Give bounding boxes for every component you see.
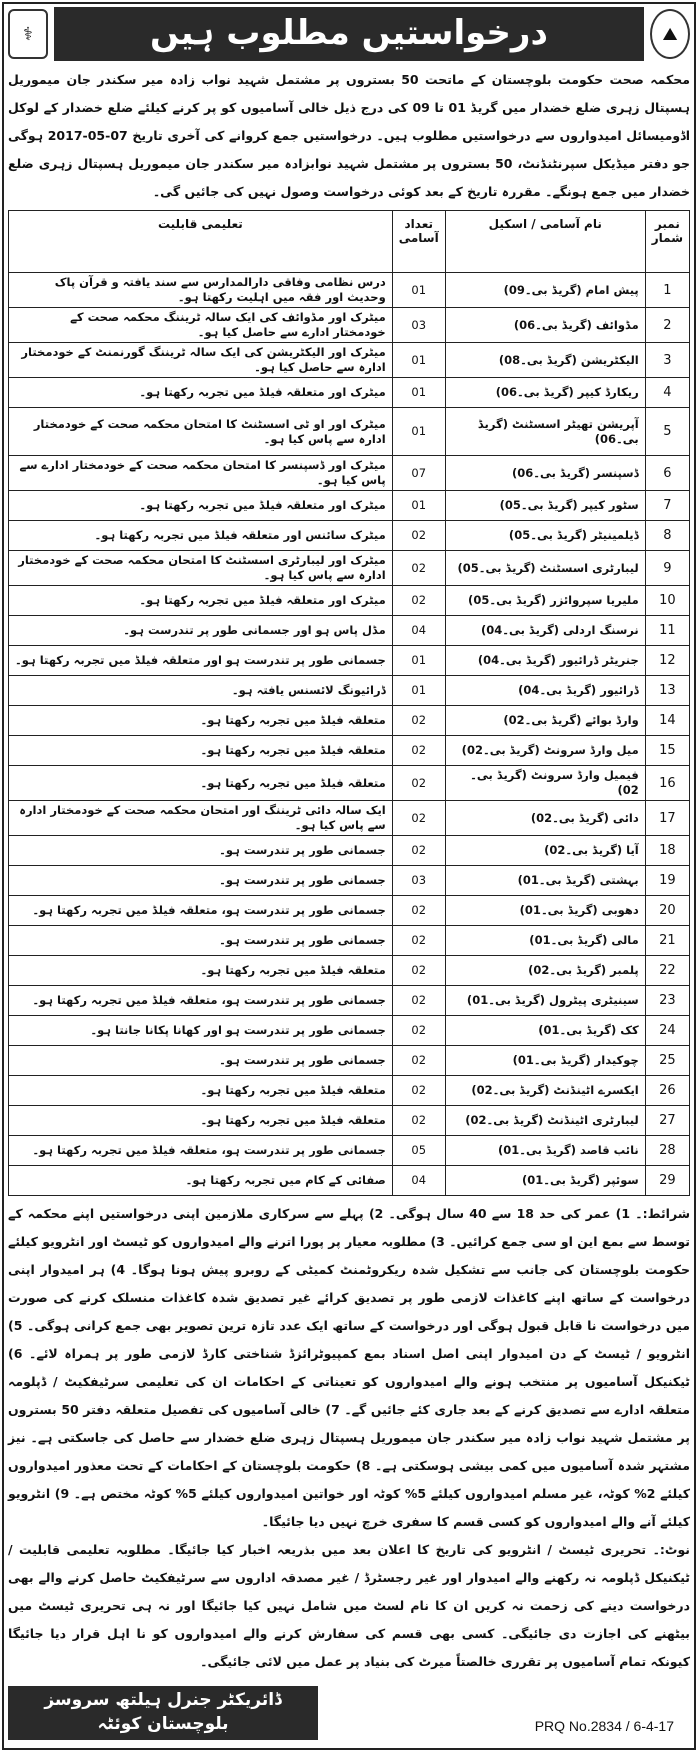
row-number: 24 — [645, 1016, 689, 1046]
row-number: 8 — [645, 521, 689, 551]
post-name: ڈرائیور (گریڈ بی۔04) — [445, 676, 645, 706]
post-name: چوکیدار (گریڈ بی۔01) — [445, 1046, 645, 1076]
row-number: 17 — [645, 801, 689, 836]
table-row — [9, 1046, 690, 1076]
row-number: 10 — [645, 586, 689, 616]
post-name: دھوبی (گریڈ بی۔01) — [445, 896, 645, 926]
post-name: نائب قاصد (گریڈ بی۔01) — [445, 1136, 645, 1166]
qualification: میٹرک اور متعلقہ فیلڈ میں تجربہ رکھتا ہو۔ — [9, 586, 393, 616]
row-number: 18 — [645, 836, 689, 866]
row-number: 29 — [645, 1166, 689, 1196]
ad-frame — [2, 2, 696, 1750]
post-count: 02 — [392, 521, 445, 551]
health-department-logo-icon: ⚕ — [8, 9, 48, 59]
post-count: 02 — [392, 986, 445, 1016]
table-row — [9, 616, 690, 646]
ad-header — [8, 6, 690, 62]
post-count: 05 — [392, 1136, 445, 1166]
post-name: لیبارٹری اسسٹنٹ (گریڈ بی۔05) — [445, 551, 645, 586]
table-row — [9, 836, 690, 866]
post-name: سوئپر (گریڈ بی۔01) — [445, 1166, 645, 1196]
row-number: 23 — [645, 986, 689, 1016]
signature-block — [8, 1686, 318, 1740]
government-seal-icon: ⛰ — [650, 9, 690, 59]
post-name: نرسنگ اردلی (گریڈ بی۔04) — [445, 616, 645, 646]
row-number: 1 — [645, 273, 689, 308]
row-number: 28 — [645, 1136, 689, 1166]
ad-title: درخواستیں مطلوب ہیں — [54, 7, 644, 61]
post-count: 02 — [392, 896, 445, 926]
post-name: ملیریا سپروائزر (گریڈ بی۔05) — [445, 586, 645, 616]
post-name: جنریٹر ڈرائیور (گریڈ بی۔04) — [445, 646, 645, 676]
row-number: 14 — [645, 706, 689, 736]
qualification: میٹرک سائنس اور متعلقہ فیلڈ میں تجربہ رکھتا ہو۔ — [9, 521, 393, 551]
post-count: 03 — [392, 308, 445, 343]
qualification: جسمانی طور پر تندرست ہو۔ — [9, 1046, 393, 1076]
row-number: 26 — [645, 1076, 689, 1106]
signature-line-1: ڈائریکٹر جنرل ہیلتھ سروسز — [44, 1690, 282, 1710]
qualification: متعلقہ فیلڈ میں تجربہ رکھتا ہو۔ — [9, 706, 393, 736]
post-count: 02 — [392, 801, 445, 836]
post-count: 03 — [392, 866, 445, 896]
qualification: متعلقہ فیلڈ میں تجربہ رکھتا ہو۔ — [9, 956, 393, 986]
table-row — [9, 736, 690, 766]
qualification: جسمانی طور پر تندرست ہو اور متعلقہ فیلڈ میں تجربہ رکھتا ہو۔ — [9, 646, 393, 676]
row-number: 20 — [645, 896, 689, 926]
row-number: 12 — [645, 646, 689, 676]
post-name: آیا (گریڈ بی۔02) — [445, 836, 645, 866]
post-name: فیمیل وارڈ سرونٹ (گریڈ بی۔02) — [445, 766, 645, 801]
row-number: 7 — [645, 491, 689, 521]
table-row — [9, 1016, 690, 1046]
row-number: 15 — [645, 736, 689, 766]
qualification: مڈل پاس ہو اور جسمانی طور پر تندرست ہو۔ — [9, 616, 393, 646]
post-count: 02 — [392, 1076, 445, 1106]
post-name: ڈیلمینیٹر (گریڈ بی۔05) — [445, 521, 645, 551]
qualification: جسمانی طور پر تندرست ہو۔ — [9, 866, 393, 896]
row-number: 6 — [645, 456, 689, 491]
table-row — [9, 456, 690, 491]
post-count: 04 — [392, 1166, 445, 1196]
post-name: سینیٹری پیٹرول (گریڈ بی۔01) — [445, 986, 645, 1016]
post-count: 01 — [392, 408, 445, 456]
row-number: 3 — [645, 343, 689, 378]
qualification: متعلقہ فیلڈ میں تجربہ رکھتا ہو۔ — [9, 1106, 393, 1136]
table-row — [9, 926, 690, 956]
row-number: 9 — [645, 551, 689, 586]
post-name: بہشتی (گریڈ بی۔01) — [445, 866, 645, 896]
post-count: 02 — [392, 956, 445, 986]
row-number: 11 — [645, 616, 689, 646]
row-number: 16 — [645, 766, 689, 801]
post-name: پیش امام (گریڈ بی۔09) — [445, 273, 645, 308]
table-row — [9, 986, 690, 1016]
qualification: جسمانی طور پر تندرست ہو، متعلقہ فیلڈ میں تجربہ رکھتا ہو۔ — [9, 1136, 393, 1166]
post-name: سٹور کیپر (گریڈ بی۔05) — [445, 491, 645, 521]
qualification: میٹرک اور متعلقہ فیلڈ میں تجربہ رکھتا ہو۔ — [9, 378, 393, 408]
table-row — [9, 491, 690, 521]
table-row — [9, 766, 690, 801]
qualification: میٹرک اور متعلقہ فیلڈ میں تجربہ رکھتا ہو۔ — [9, 491, 393, 521]
table-row — [9, 408, 690, 456]
post-name: ڈسپنسر (گریڈ بی۔06) — [445, 456, 645, 491]
table-row — [9, 706, 690, 736]
post-count: 01 — [392, 273, 445, 308]
table-row — [9, 896, 690, 926]
table-row — [9, 343, 690, 378]
table-row — [9, 1166, 690, 1196]
post-count: 02 — [392, 706, 445, 736]
qualification: متعلقہ فیلڈ میں تجربہ رکھتا ہو۔ — [9, 736, 393, 766]
post-count: 02 — [392, 1016, 445, 1046]
post-count: 01 — [392, 378, 445, 408]
qualification: جسمانی طور پر تندرست ہو، متعلقہ فیلڈ میں تجربہ رکھتا ہو۔ — [9, 896, 393, 926]
post-count: 01 — [392, 676, 445, 706]
table-row — [9, 676, 690, 706]
post-name: میل وارڈ سرونٹ (گریڈ بی۔02) — [445, 736, 645, 766]
row-number: 5 — [645, 408, 689, 456]
header-qualification: تعلیمی قابلیت — [9, 211, 393, 273]
qualification: ڈرائیونگ لائسنس یافتہ ہو۔ — [9, 676, 393, 706]
row-number: 22 — [645, 956, 689, 986]
table-row — [9, 1106, 690, 1136]
post-count: 02 — [392, 766, 445, 801]
table-row — [9, 521, 690, 551]
post-name: ریکارڈ کیپر (گریڈ بی۔06) — [445, 378, 645, 408]
qualification: متعلقہ فیلڈ میں تجربہ رکھتا ہو۔ — [9, 1076, 393, 1106]
qualification: صفائی کے کام میں تجربہ رکھتا ہو۔ — [9, 1166, 393, 1196]
table-row — [9, 1076, 690, 1106]
row-number: 13 — [645, 676, 689, 706]
intro-paragraph: محکمہ صحت حکومت بلوچستان کے ماتحت 50 بستروں پر مشتمل شہید نواب زادہ میر سکندر جان میموریل ہسپتال زہری ضلع خضدار میں گریڈ 01 تا 09 کی درج ذیل خالی آسامیوں کو پر کرنے کیلئے ضلع خضدار کے لوکل اڈومیسائل امیدواروں سے درخواستیں مطلوب ہیں۔ درخواستیں جمع کروانے کی آخری تاریخ 07-05-2017 ہوگی جو دفتر میڈیکل سپرنٹنڈنٹ، 50 بستروں پر مشتمل شہید نوابزادہ میر سکندر جان میموریل ہسپتال زہری ضلع خضدار میں جمع ہونگے۔ مقررہ تاریخ کے بعد کوئی درخواست وصول نہیں کی جائیں گی۔ — [8, 72, 691, 199]
qualification: جسمانی طور پر تندرست ہو۔ — [9, 926, 393, 956]
terms-paragraph: شرائط:۔ 1) عمر کی حد 18 سے 40 سال ہوگی۔ 2) پہلے سے سرکاری ملازمین اپنی درخواستیں اپنے محکمہ کے توسط سے بمع این او سی جمع کرائیں۔ 3) مطلوبہ معیار پر پورا اترنے والے امیدواروں کو ٹیسٹ اور انٹرویو کیلئے حکومت بلوچستان کی جانب سے تشکیل شدہ ریکروٹمنٹ کمیٹی کے روبرو پیش ہونا ہوگا۔ 4) ہر امیدوار اپنی درخواست کے ساتھ اپنے کاغذات لازمی طور پر تصدیق کرائے غیر تصدیق شدہ کاغذات منسلک کرنے کی صورت میں درخواست نا قابل قبول ہوگی اور درخواست کے ساتھ ایک عدد تازہ ترین تصویر بھی جمع کرانی ہوگی۔ 5) انٹرویو / ٹیسٹ کے دن امیدوار اپنی اصل اسناد بمع کمپیوٹرائزڈ شناختی کارڈ لازمی طور پر ہمراہ لائے۔ 6) ٹیکنیکل آسامیوں پر منتخب ہونے والے امیدواروں کو تعیناتی کے احکامات ان کی تعلیمی سرٹیفکیٹ / ڈپلومہ متعلقہ ادارے سے تصدیق کرنے کے بعد جاری کئے جائیں گے۔ 7) خالی آسامیوں کی تفصیل متعلقہ دفتر 50 بستروں پر مشتمل شہید نواب زادہ میر سکندر جان میموریل ہسپتال زہری ضلع خضدار سے حاصل کی جاسکتی ہے۔ نیز مشتہر شدہ آسامیوں میں کمی بیشی ہوسکتی ہے۔ 8) حکومت بلوچستان کے احکامات کے تحت معذور امیدواروں کیلئے 2% کوٹہ، غیر مسلم امیدواروں کیلئے 5% کوٹہ اور خواتین امیدواروں کیلئے 5% کوٹہ مختص ہے۔ 9) انٹرویو کیلئے آنے والے امیدواروں کو کسی قسم کا سفری خرچ نہیں دیا جائیگا۔ — [8, 1206, 691, 1529]
qualification: میٹرک اور لیبارٹری اسسٹنٹ کا امتحان محکمہ صحت کے خودمختار ادارہ سے پاس کیا ہو۔ — [9, 551, 393, 586]
post-name: وارڈ بوائے (گریڈ بی۔02) — [445, 706, 645, 736]
post-count: 07 — [392, 456, 445, 491]
post-count: 02 — [392, 736, 445, 766]
qualification: جسمانی طور پر تندرست ہو اور کھانا پکانا جانتا ہو۔ — [9, 1016, 393, 1046]
table-row — [9, 646, 690, 676]
terms-and-note — [8, 1200, 690, 1676]
post-name: الیکٹریشن (گریڈ بی۔08) — [445, 343, 645, 378]
qualification: میٹرک اور ڈسپنسر کا امتحان محکمہ صحت کے خودمختار ادارے سے پاس کیا ہو۔ — [9, 456, 393, 491]
qualification: ایک سالہ دائی ٹریننگ اور امتحان محکمہ صحت کے خودمختار ادارہ سے پاس کیا ہو۔ — [9, 801, 393, 836]
row-number: 19 — [645, 866, 689, 896]
row-number: 4 — [645, 378, 689, 408]
prq-number: PRQ No.2834 / 6-4-17 — [534, 1718, 674, 1734]
qualification: جسمانی طور پر تندرست ہو، متعلقہ فیلڈ میں تجربہ رکھتا ہو۔ — [9, 986, 393, 1016]
header-no: نمبر شمار — [645, 211, 689, 273]
qualification: میٹرک اور او ٹی اسسٹنٹ کا امتحان محکمہ صحت کے خودمختار ادارہ سے پاس کیا ہو۔ — [9, 408, 393, 456]
qualification: درس نظامی وفاقی دارالمدارس سے سند یافتہ و قرآن پاک وحدیث اور فقہ میں اہلیت رکھتا ہو۔ — [9, 273, 393, 308]
qualification: میٹرک اور مڈوائف کی ایک سالہ ٹریننگ محکمہ صحت کے خودمختار ادارے سے حاصل کیا ہو۔ — [9, 308, 393, 343]
signature-line-2: بلوچستان کوئٹہ — [97, 1714, 229, 1734]
post-name: پلمبر (گریڈ بی۔02) — [445, 956, 645, 986]
table-row — [9, 378, 690, 408]
qualification: متعلقہ فیلڈ میں تجربہ رکھتا ہو۔ — [9, 766, 393, 801]
post-count: 01 — [392, 646, 445, 676]
table-row — [9, 273, 690, 308]
row-number: 2 — [645, 308, 689, 343]
table-row — [9, 308, 690, 343]
qualification: میٹرک اور الیکٹریشن کی ایک سالہ ٹریننگ گورنمنٹ کے خودمختار ادارہ سے حاصل کیا ہو۔ — [9, 343, 393, 378]
table-row — [9, 1136, 690, 1166]
post-count: 02 — [392, 1046, 445, 1076]
post-count: 02 — [392, 926, 445, 956]
row-number: 25 — [645, 1046, 689, 1076]
post-count: 02 — [392, 1106, 445, 1136]
post-count: 01 — [392, 343, 445, 378]
post-name: مالی (گریڈ بی۔01) — [445, 926, 645, 956]
post-count: 04 — [392, 616, 445, 646]
post-count: 02 — [392, 836, 445, 866]
row-number: 21 — [645, 926, 689, 956]
qualification: جسمانی طور پر تندرست ہو۔ — [9, 836, 393, 866]
table-row — [9, 956, 690, 986]
post-count: 02 — [392, 586, 445, 616]
post-count: 02 — [392, 551, 445, 586]
vacancies-table — [8, 210, 690, 1196]
header-count: تعداد آسامی — [392, 211, 445, 273]
post-name: کک (گریڈ بی۔01) — [445, 1016, 645, 1046]
post-name: ایکسرے اٹینڈنٹ (گریڈ بی۔02) — [445, 1076, 645, 1106]
table-row — [9, 866, 690, 896]
header-post: نام آسامی / اسکیل — [445, 211, 645, 273]
post-name: مڈوائف (گریڈ بی۔06) — [445, 308, 645, 343]
note-paragraph: نوٹ:۔ تحریری ٹیسٹ / انٹرویو کی تاریخ کا اعلان بعد میں بذریعہ اخبار کیا جائیگا۔ مطلوبہ تعلیمی قابلیت / ٹیکنیکل ڈپلومہ نہ رکھنے والے امیدوار اور غیر رجسٹرڈ / غیر مصدقہ اداروں سے سرٹیفکیٹ حاصل کرنے والے بھی درخواست دینے کی زحمت نہ کریں ان کا نام لسٹ میں شامل نہیں کیا جائیگا اور نہ ہی تحریری ٹیسٹ میں بیٹھنے کی اجازت دی جائیگی۔ کسی بھی قسم کی سفارش کرنے والے امیدواروں کو نا اہل قرار دیا جائیگا کیونکہ تمام آسامیوں پر تقرری خالصتاً میرٹ کی بنیاد پر عمل میں لائی جائیگی۔ — [8, 1542, 690, 1669]
post-name: لیبارٹری اٹینڈنٹ (گریڈ بی۔02) — [445, 1106, 645, 1136]
post-count: 01 — [392, 491, 445, 521]
table-row — [9, 586, 690, 616]
table-row — [9, 551, 690, 586]
table-row — [9, 801, 690, 836]
post-name: دائی (گریڈ بی۔02) — [445, 801, 645, 836]
post-name: آپریشن تھیٹر اسسٹنٹ (گریڈ بی۔06) — [445, 408, 645, 456]
ad-footer — [8, 1686, 690, 1740]
row-number: 27 — [645, 1106, 689, 1136]
